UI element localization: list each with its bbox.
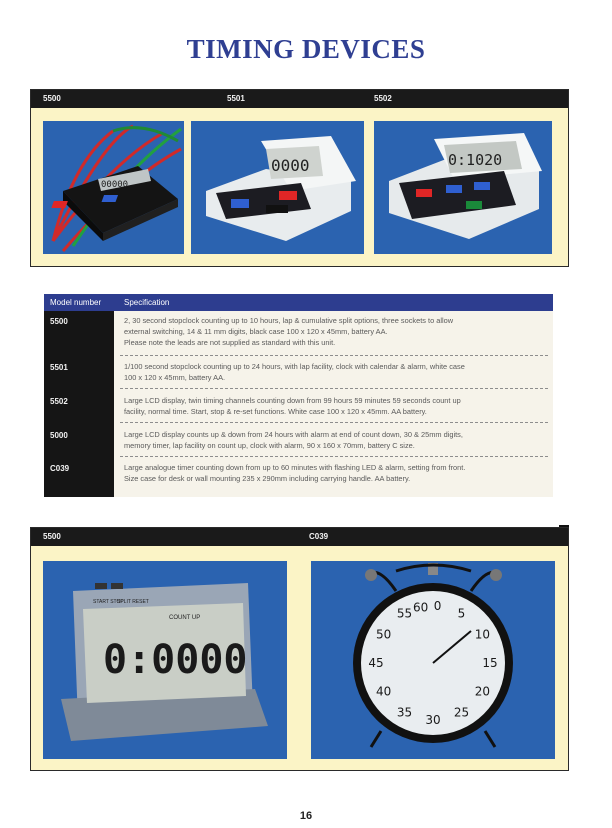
timer-display: 0:0000 (103, 637, 248, 683)
photo-5501 (191, 121, 364, 254)
spec-5502 (124, 395, 544, 417)
large-lcd-timer-image (43, 561, 287, 759)
split-reset-label: SPLIT RESET (117, 599, 149, 605)
spec-c039-line: Large analogue timer counting down from up to 60 minutes with flashing LED & alarm, setting from front. (124, 463, 466, 472)
dial-number: 20 (474, 684, 491, 699)
model-5500: 5500 (50, 317, 68, 326)
photo-5502 (374, 121, 552, 254)
spec-c039 (124, 462, 544, 484)
dial-number: 15 (482, 656, 498, 670)
spec-5501-line: 1/100 second stopclock counting up to 24 hours, with lap facility, clock with calendar & alarm, white case (124, 362, 465, 371)
stopclock-5500-image (43, 121, 184, 254)
product-panel-bottom (30, 527, 569, 771)
table-body (44, 311, 553, 497)
dial-number: 55 (396, 606, 413, 621)
photo-large-timer (43, 561, 287, 759)
row-divider (120, 422, 548, 423)
dial-number: 10 (474, 627, 491, 642)
dial-number: 5 (457, 606, 466, 621)
dial-number: 35 (396, 705, 413, 720)
model-5501: 5501 (50, 363, 68, 372)
page-title: TIMING DEVICES (186, 34, 426, 64)
specification-table (44, 294, 553, 497)
label-5501: 5501 (227, 94, 245, 103)
spec-5500-line: external switching, 14 & 11 mm digits, black case 100 x 120 x 45mm, battery AA. (124, 327, 388, 336)
dial-number: 30 (425, 713, 441, 727)
row-divider (120, 456, 548, 457)
product-panel-bar (31, 528, 568, 546)
start-stop-label: START STOP (93, 599, 124, 605)
spec-5000 (124, 429, 544, 451)
spec-5500 (124, 315, 544, 348)
stopclock-5502-image (374, 121, 552, 254)
spec-c039-line: Size case for desk or wall mounting 235 x 290mm including carrying handle. AA battery. (124, 474, 411, 483)
row-divider (120, 355, 548, 356)
svg-text:0:1020: 0:1020 (448, 151, 503, 169)
stopclock-5501-image (191, 121, 364, 254)
spec-5000-line: Large LCD display counts up & down from 24 hours with alarm at end of count down, 30 & 25mm digits, (124, 430, 463, 439)
table-header (44, 294, 553, 311)
page-number: 16 (299, 810, 313, 822)
spec-5501 (124, 361, 544, 383)
product-panel-bar (31, 90, 568, 108)
dial-number: 45 (368, 656, 384, 670)
label-c039: C039 (309, 532, 329, 541)
label-5500-bottom: 5500 (43, 532, 61, 541)
model-5000: 5000 (50, 431, 68, 440)
svg-text:0000: 0000 (271, 156, 310, 175)
row-divider (120, 388, 548, 389)
analogue-timer-image (311, 561, 555, 759)
product-panel-top (30, 89, 569, 267)
dial-number: 50 (375, 627, 392, 642)
count-up-label: COUNT UP (169, 615, 201, 621)
svg-text:00000: 00000 (101, 180, 129, 190)
header-specification: Specification (124, 298, 170, 307)
spec-5502-line: Large LCD display, twin timing channels counting down from 99 hours 59 minutes 59 seconds count up (124, 396, 461, 405)
dial-number: 60 (412, 600, 429, 615)
label-5502: 5502 (374, 94, 392, 103)
dial-number: 25 (453, 705, 470, 720)
photo-analogue-timer (311, 561, 555, 759)
spec-5501-line: 100 x 120 x 45mm, battery AA. (124, 373, 226, 382)
model-5502: 5502 (50, 397, 68, 406)
dial-number: 40 (375, 684, 392, 699)
header-model-number: Model number (50, 298, 102, 307)
label-5500: 5500 (43, 94, 61, 103)
model-c039: C039 (50, 464, 70, 473)
photo-5500 (43, 121, 184, 254)
spec-5500-line: Please note the leads are not supplied as standard with this unit. (124, 338, 336, 347)
dial-number: 0 (433, 599, 442, 614)
spec-5500-line: 2, 30 second stopclock counting up to 10 hours, lap & cumulative split options, three sockets to allow (124, 316, 454, 325)
spec-5502-line: facility, normal time. Start, stop & re-set functions. White case 100 x 120 x 45mm. AA battery. (124, 407, 427, 416)
spec-5000-line: memory timer, lap facility on count up, clock with alarm, 90 x 160 x 70mm, battery C size. (124, 441, 415, 450)
